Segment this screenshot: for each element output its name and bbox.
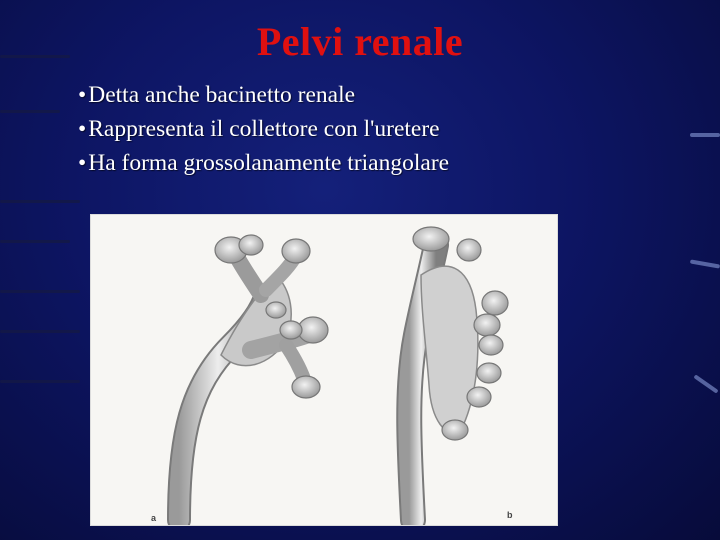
bullet-list — [78, 78, 449, 180]
slide-title: Pelvi renale — [256, 19, 464, 64]
renal-pelvis-drawing — [91, 215, 557, 525]
panel-label-b: b — [507, 510, 513, 520]
background-streak — [690, 259, 720, 268]
bullet-item: • Rappresenta il collettore con l'uretere — [78, 112, 449, 146]
renal-pelvis-illustration — [91, 215, 557, 525]
specimen-b-drawing — [409, 227, 508, 520]
panel-label-a: a — [151, 513, 157, 523]
background-streak — [0, 380, 80, 383]
bullet-item: • Ha forma grossolanamente triangolare — [78, 146, 449, 180]
background-streak — [0, 110, 60, 113]
bullet-item: • Detta anche bacinetto renale — [78, 78, 449, 112]
background-streak — [693, 374, 718, 393]
background-streak — [0, 200, 80, 203]
background-streak — [0, 240, 70, 243]
specimen-a-drawing — [179, 235, 328, 520]
background-streak — [0, 330, 80, 333]
background-streak — [690, 133, 720, 137]
background-streak — [0, 290, 80, 293]
